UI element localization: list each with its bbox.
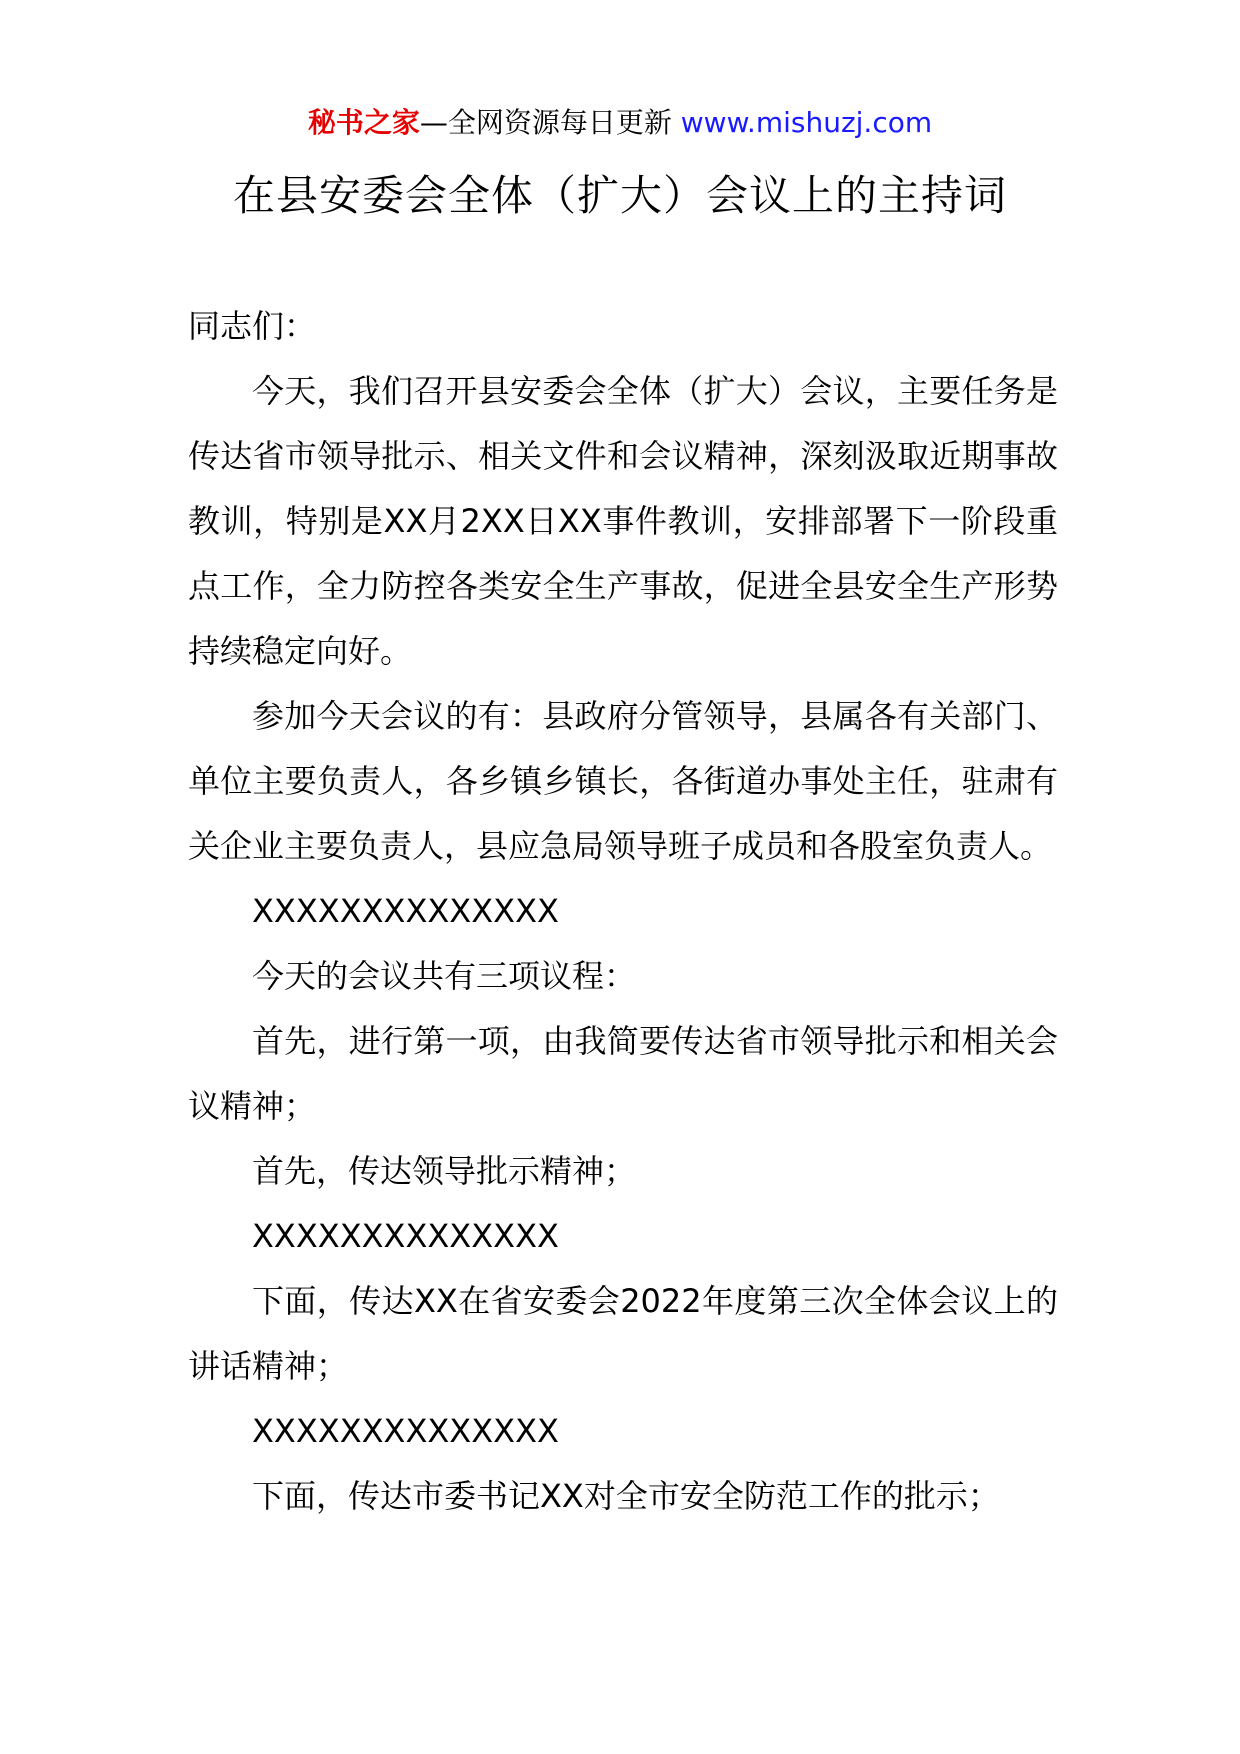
document-title: 在县安委会全体（扩大）会议上的主持词 <box>232 171 1007 220</box>
paragraph: 下面，传达XX在省安委会2022年度第三次全体会议上的讲话精神； <box>188 1282 1058 1385</box>
paragraph: XXXXXXXXXXXXXX <box>252 1412 559 1450</box>
paragraph: 今天的会议共有三项议程： <box>252 957 637 995</box>
header-slogan: —全网资源每日更新 <box>419 106 681 139</box>
document-body <box>188 294 1058 1529</box>
paragraph: XXXXXXXXXXXXXX <box>252 892 559 930</box>
site-header <box>0 100 1240 146</box>
paragraph: 下面，传达市委书记XX对全市安全防范工作的批示； <box>252 1477 1000 1515</box>
paragraph: 首先，传达领导批示精神； <box>252 1152 637 1190</box>
paragraph: 首先，进行第一项，由我简要传达省市领导批示和相关会议精神； <box>188 1022 1058 1125</box>
site-url[interactable]: www.mishuzj.com <box>680 106 933 139</box>
paragraph: 今天，我们召开县安委会全体（扩大）会议，主要任务是传达省市领导批示、相关文件和会议精神，深刻汲取近期事故教训，特别是XX月2XX日XX事件教训，安排部署下一阶段重点工作，全力防控各类安全生产事故，促进全县安全生产形势持续稳定向好。 <box>188 372 1058 670</box>
salutation: 同志们： <box>188 307 317 345</box>
paragraph: 参加今天会议的有：县政府分管领导，县属各有关部门、单位主要负责人，各乡镇乡镇长，各街道办事处主任，驻肃有关企业主要负责人，县应急局领导班子成员和各股室负责人。 <box>188 697 1058 865</box>
brand-name: 秘书之家 <box>307 106 420 139</box>
paragraph: XXXXXXXXXXXXXX <box>252 1217 559 1255</box>
